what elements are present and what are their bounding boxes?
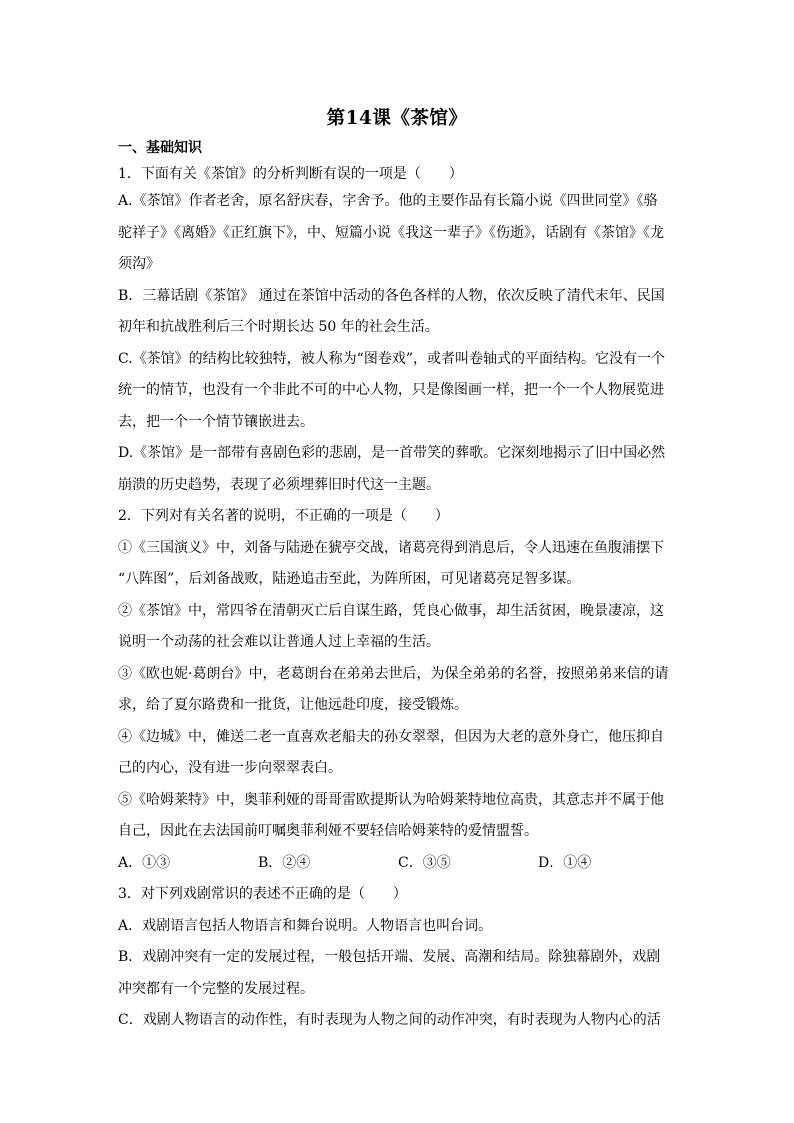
question-stem: 3．对下列戏剧常识的表述不正确的是（ ）	[118, 886, 407, 902]
statement-1: ①《三国演义》中，刘备与陆逊在猇亭交战，诸葛亮得到消息后，令人迅速在鱼腹浦摆下 “八阵图”，后刘备战败，陆逊追击至此，为阵所困，可见诸葛亮足智多谋。	[118, 539, 664, 587]
answer-options	[118, 848, 678, 880]
option-c: C．戏剧人物语言的动作性，有时表现为人物之间的动作冲突，有时表现为人物内心的活	[118, 1012, 661, 1028]
option-d: D.《茶馆》是一部带有喜剧色彩的悲剧，是一首带笑的葬歌。它深刻地揭示了旧中国必然 崩溃的历史趋势，表现了必须埋葬旧时代这一主题。	[118, 445, 666, 493]
document-body	[118, 138, 678, 1037]
option-c: C.《茶馆》的结构比较独特，被人称为“图卷戏”，或者叫卷轴式的平面结构。它没有一个 统一的情节，也没有一个非此不可的中心人物，只是像图画一样，把一个一个人物展览进 去，把一个一个情节镶嵌进去。	[118, 350, 665, 430]
statement-4: ④《边城》中，傩送二老一直喜欢老船夫的孙女翠翠，但因为大老的意外身亡，他压抑自 己的内心，没有进一步向翠翠表白。	[118, 728, 664, 776]
question-stem: 2．下列对有关名著的说明，不正确的一项是（ ）	[118, 508, 449, 524]
question-3	[118, 879, 678, 1037]
statement-5: ⑤《哈姆莱特》中，奥菲利娅的哥哥雷欧提斯认为哈姆莱特地位高贵，其意志并不属于他 自己，因此在去法国前叮嘱奥菲利娅不要轻信哈姆莱特的爱情盟誓。	[118, 791, 664, 839]
statement-3: ③《欧也妮·葛朗台》中，老葛朗台在弟弟去世后，为保全弟弟的名誉，按照弟弟来信的请 求，给了夏尔路费和一批货，让他远赴印度，接受锻炼。	[118, 665, 669, 713]
option-b: B．三幕话剧《茶馆》 通过在茶馆中活动的各色各样的人物，依次反映了清代末年、民国 初年和抗战胜利后三个时期长达 50 年的社会生活。	[118, 287, 665, 335]
section-heading: 一、基础知识	[118, 140, 202, 156]
option-b: B．戏剧冲突有一定的发展过程，一般包括开端、发展、高潮和结局。除独幕剧外，戏剧 冲突都有一个完整的发展过程。	[118, 949, 661, 997]
question-stem: 1．下面有关《茶馆》的分析判断有误的一项是（ ）	[118, 166, 463, 182]
answer-option-c: C．③⑤	[398, 854, 451, 871]
question-2	[118, 501, 678, 879]
statement-2: ②《茶馆》中，常四爷在清朝灭亡后自谋生路，凭良心做事，却生活贫困，晚景凄凉，这 说明一个动荡的社会难以让普通人过上幸福的生活。	[118, 602, 664, 650]
question-1	[118, 162, 678, 501]
option-a: A．戏剧语言包括人物语言和舞台说明。人物语言也叫台词。	[118, 917, 493, 934]
answer-option-d: D．①④	[538, 854, 592, 871]
option-a: A.《茶馆》作者老舍，原名舒庆春，字舍予。他的主要作品有长篇小说《四世同堂》《骆 驼祥子》《离婚》《正红旗下》，中、短篇小说《我这一辈子》《伤逝》，话剧有《茶馆》《龙 须沟》	[118, 193, 664, 272]
page-title: 第14课《茶馆》	[326, 108, 468, 129]
answer-option-b: B．②④	[258, 854, 311, 871]
answer-option-a: A．①③	[118, 854, 171, 871]
